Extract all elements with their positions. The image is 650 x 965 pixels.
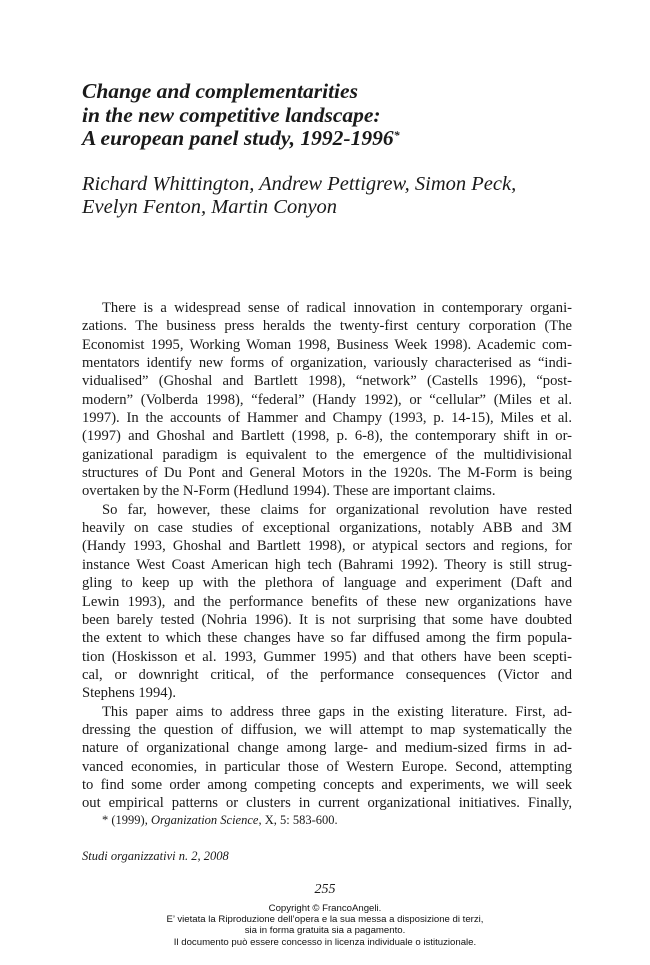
body-line: 1997). In the accounts of Hammer and Champy (1993, p. 14-15), Miles et al. <box>82 410 572 427</box>
body-line: vidualised” (Ghoshal and Bartlett 1998), “network” (Castells 1996), “post- <box>82 373 572 390</box>
title-line-3-text: A european panel study, 1992-1996 <box>82 126 394 150</box>
body-line: This paper aims to address three gaps in the existing literature. First, ad- <box>102 703 572 720</box>
body-line: Lewin 1993), and the performance benefits of these new organizations have <box>82 593 572 610</box>
body-line: zations. The business press heralds the twenty-first century corporation (The <box>82 318 572 335</box>
body-line: out empirical patterns or clusters in current organizational initiatives. Finally, <box>82 795 572 812</box>
copyright-line-1: Copyright © FrancoAngeli. <box>268 903 382 914</box>
body-line: ganizational paradigm is equivalent to the emergence of the multidivisional <box>82 446 572 463</box>
body-line: Economist 1995, Working Woman 1998, Business Week 1998). Academic com- <box>82 336 572 353</box>
body-line: mentators identify new forms of organization, variously characterised as “indi- <box>82 355 572 372</box>
article-body <box>82 299 572 813</box>
footnote-marker: * (1999), <box>102 813 151 827</box>
body-line: tion (Hoskisson et al. 1993, Gummer 1995) and that others have been scepti- <box>82 648 572 665</box>
copyright-line-2: E’ vietata la Riproduzione dell’opera e la sua messa a disposizione di terzi, <box>166 914 484 926</box>
body-line: gling to keep up with the plethora of language and experiment (Daft and <box>82 575 572 592</box>
body-line: (1997) and Ghoshal and Bartlett (1998, p. 6-8), the contemporary shift in or- <box>82 428 572 445</box>
body-line: instance West Coast American high tech (Bahrami 1992). Theory is still strug- <box>82 556 572 573</box>
body-line: been barely tested (Nohria 1996). It is not surprising that some have doubted <box>82 611 572 628</box>
body-line: There is a widespread sense of radical innovation in contemporary organi- <box>102 300 572 316</box>
copyright-line-3: sia in forma gratuita sia a pagamento. <box>244 925 406 937</box>
body-line: vanced economies, in particular those of Western Europe. Second, attempting <box>82 758 572 775</box>
body-line: modern” (Volberda 1998), “federal” (Handy 1992), or “cellular” (Miles et al. <box>82 391 572 408</box>
copyright-notice <box>0 903 650 948</box>
body-line: dressing the question of diffusion, we will attempt to map systematically the <box>82 721 572 738</box>
body-line: heavily on case studies of exceptional organizations, notably ABB and 3M <box>82 520 572 537</box>
journal-line: Studi organizzativi n. 2, 2008 <box>82 849 229 863</box>
body-line: (Handy 1993, Ghoshal and Bartlett 1998), or atypical sectors and regions, for <box>82 538 572 555</box>
article-title <box>82 80 602 151</box>
title-footnote-marker: * <box>393 128 400 142</box>
body-line: nature of organizational change among large- and medium-sized firms in ad- <box>82 740 572 757</box>
footnote-citation: , X, 5: 583-600. <box>258 813 338 827</box>
copyright-line-4: Il documento può essere concesso in licenza individuale o istituzionale. <box>173 936 477 948</box>
authors-line-2: Evelyn Fenton, Martin Conyon <box>82 195 338 218</box>
body-line: to find some order among competing concepts and experiments, we will seek <box>82 776 572 793</box>
author-list <box>82 173 612 218</box>
body-line: the extent to which these changes have so far diffused among the firm popula- <box>82 630 572 647</box>
title-line-2: in the new competitive landscape: <box>82 102 381 127</box>
page-number: 255 <box>314 882 336 897</box>
title-line-1: Change and complementarities <box>82 79 358 103</box>
body-line: structures of Du Pont and General Motors in the 1920s. The M-Form is being <box>82 465 572 482</box>
footnote-journal: Organization Science <box>150 813 259 827</box>
footnote <box>102 813 338 828</box>
body-line: So far, however, these claims for organizational revolution have rested <box>102 501 572 518</box>
authors-line-1: Richard Whittington, Andrew Pettigrew, Simon Peck, <box>82 173 517 195</box>
title-line-3 <box>82 127 602 151</box>
body-line: Stephens 1994). <box>82 685 177 702</box>
body-line: overtaken by the N-Form (Hedlund 1994). These are important claims. <box>82 483 496 500</box>
body-line: cal, or downright critical, of the performance consequences (Victor and <box>82 666 572 683</box>
